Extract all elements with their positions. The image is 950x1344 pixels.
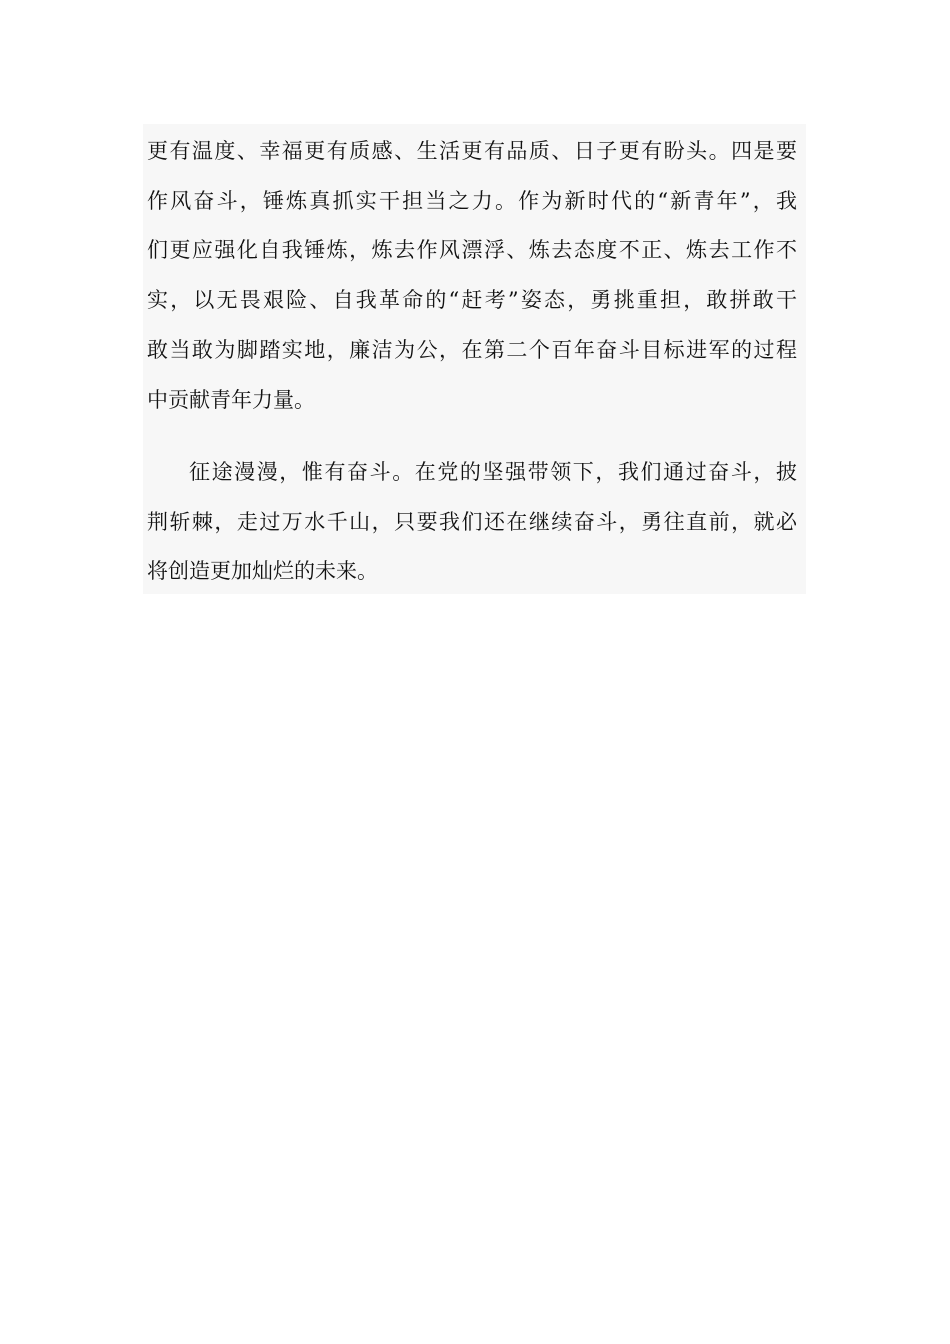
paragraph-2-line-2: 荆斩棘，走过万水千山，只要我们还在继续奋斗，勇往直前，就必 (147, 510, 797, 534)
paragraph-1-line-6: 中贡献青年力量。 (147, 388, 315, 412)
paragraph-1-line-1: 更有温度、幸福更有质感、生活更有品质、日子更有盼头。四是要 (147, 139, 797, 163)
paragraph-1-line-5: 敢当敢为脚踏实地，廉洁为公，在第二个百年奋斗目标进军的过程 (147, 338, 797, 362)
paragraph-2-line-1: 征途漫漫，惟有奋斗。在党的坚强带领下，我们通过奋斗，披 (189, 460, 797, 484)
document-text-block (143, 124, 806, 594)
paragraph-2-line-3: 将创造更加灿烂的未来。 (147, 559, 378, 583)
paragraph-1-line-4: 实，以无畏艰险、自我革命的“赶考”姿态，勇挑重担，敢拼敢干 (147, 288, 797, 312)
paragraph-1-line-3: 们更应强化自我锤炼，炼去作风漂浮、炼去态度不正、炼去工作不 (147, 238, 797, 262)
paragraph-1-line-2: 作风奋斗，锤炼真抓实干担当之力。作为新时代的“新青年”，我 (147, 189, 797, 213)
